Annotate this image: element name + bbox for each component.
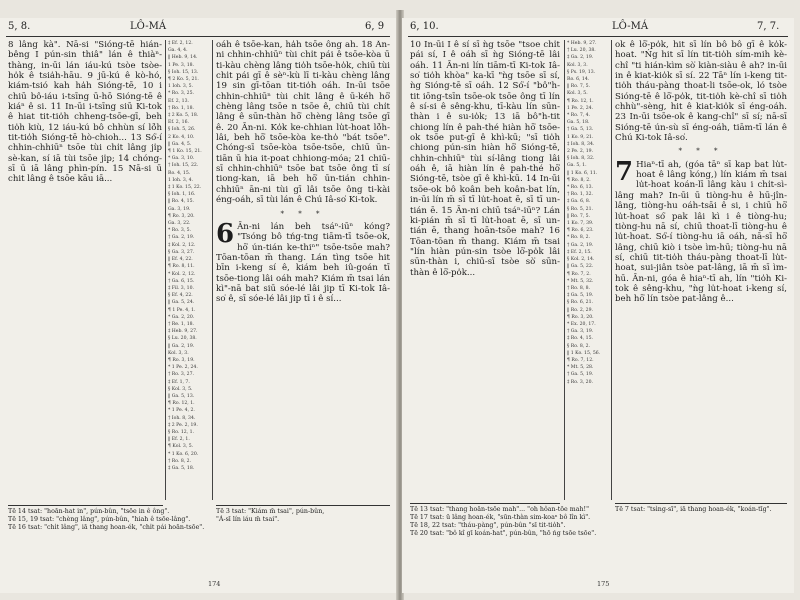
left-header-title: LÔ-MÁ xyxy=(130,21,167,32)
right-page-number: 175 xyxy=(597,580,610,588)
chapter-number: 6 xyxy=(216,218,235,249)
chapter-number: 7 xyxy=(615,156,634,187)
footnote: Tē 16 tsat: "chi̍t lâng", iā thang hoan-ék, "chi̍t pái hoān-tsōe". xyxy=(8,524,205,531)
left-page-number: 174 xyxy=(208,580,221,588)
right-column-1 xyxy=(410,40,560,500)
left-column-1 xyxy=(8,40,162,500)
left-footnotes-2 xyxy=(216,505,390,524)
footnote: Tē 20 tsat: "bô kî gī koán-hat", pún-bûn, "hō ńg tsōe tsōe". xyxy=(410,530,597,537)
right-footnotes-1 xyxy=(410,503,597,538)
left-page-header xyxy=(0,21,398,35)
left-cross-references: ‡ Ef. 2, 12. Ga. 4, 4. ‖ Heb. 9, 14. 1 Pe. 3, 18. § Ioh. 15, 13. ¶ 2 Ko. 5, 21. 1 Ioh. 3, 5. * Ro. 3, 25. Ef. 2, 13. † Ro. 1, 18. ‡ 2 Ko. 5, 18. Ef. 2, 16. § Ioh. 5, 26. 2 Ko. 4, 10. ‖ Ga. 4, 5. ¶ 1 Ko. 15, 21. * Ga. 3, 10. † Ioh. 15, 22. Ro. 4, 15. 1 Ioh. 3, 4. ‡ 1 Ko. 15, 22. § Ioh. 1, 16. ‖ Ro. 4, 15. Ga. 3, 19. ¶ Ro. 3, 20. Ga. 3, 22. * Ro. 3, 5. † Ga. 2, 19. ‡ Kol. 2, 12. § Ga. 3, 27. ‖ Ef. 4, 22. ¶ Ro. 8, 11. * Kol. 2, 12. † Ga. 6, 15. ‡ Fil. 3, 10. § Ef. 4, 22. ‖ Ga. 5, 24. ¶ 1 Pe. 4, 1. * Ga. 2, 20. † Re. 1, 18. ‡ Heb. 9, 27. § Lu. 20, 38. ‖ Ga. 2, 19. Kol. 3, 3. ¶ Ro. 3, 19. * 1 Pe. 2, 24. † Ro. 3, 27. ‡ Ef. 1, 7. § Kol. 3, 5. ‖ Ga. 5, 13. ¶ Ro. 12, 1. * 1 Pe. 4, 2. † Ioh. 8, 34. ‡ 2 Pe. 2, 19. § Ro. 12, 1. ‖ Ef. 2, 1. ¶ Kol. 3, 5. * 1 Ko. 6, 20. † Ro. 8, 2. ‡ Ga. 5, 18. xyxy=(165,40,213,500)
right-footnotes-2 xyxy=(615,503,787,514)
left-column-2 xyxy=(216,40,390,500)
chapter-text: Ān-ni lán beh tsáⁿ-iūⁿ kóng? "Tsóng bô tńg-tng tiām-tī tsōe-ok, hō͘ ún-tián ke-thiⁿ" tsōe-tsōe mah? Tōan-tōan m̄ thang. Lán tìng tsōe hit bīn i-keng sí ê, kiám beh iû-goán tī tsōe-tiong lâi oáh mah? Kiám m̄ tsai lán kì"-nā bat siū sóe-lé lâi jip tī Ki-tok Iâ-so͘ ê, sī sóe-lé lâi jip tī i ê sí... xyxy=(216,221,390,305)
left-column-2-text: oáh ê tsōe-kan, ha̍h tsōe ông ah. 18 Ān-ni chhin-chhiūⁿ tùi chi̍t pái ê tsōe-kòa ū ti-kàu chèng lâng tio̍h tsōe-ho̍k, chiū tùi chi̍t pái gī ê sèⁿ-kù lī ti-kàu chèng lâng 19 sin gī-tōan tit-tio̍h oáh. In-ūi tsōe chhin-chhiūⁿ tùi chi̍t lâng ê ū-kéh hō͘ chèng lâng tsōe n tsōe ê, chiū tùi chi̍t lâng ê sūn-thàn hō͘ chèng lâng tsōe gī ê. 20 Ān-ni. Ko̍k ke-chhian lu̍t-hoat lō̍h-lâi, beh hō͘ tsōe-kòa ke-tho̍ "bát tsōe". Chóng-sī tsōe-kòa tsōe-tsōe, chiū ūn-tiān ū hia it-poat chhiong-móa; 21 chiū-sī chhin-chhiūⁿ tsōe bat tsōe ông tī sí tiong-kan, iā beh hō͘ ūn-tián chhin-chhiūⁿ ān-ni tùi gī lâi tsōe ông ti-kài éng-oáh, sī tùi lán ê Chú Iâ-so͘ Ki-tok. xyxy=(216,40,390,206)
footnote: Tē 18, 22 tsat: "tháu-pàng", pún-bûn "sī tit-tio̍h". xyxy=(410,522,566,529)
left-footnotes-1 xyxy=(8,505,205,532)
right-header-chapter-verse-right: 7, 7. xyxy=(757,21,780,32)
left-header-rule xyxy=(6,36,390,37)
footnote: Tē 7 tsat: "tsìng-sī", iā thang hoan-ék, "koán-tīg". xyxy=(615,506,772,513)
footnote: Tē 14 tsat: "hoān-hat in", pún-bûn, "tsōe in ê ông". xyxy=(8,508,170,515)
right-header-title: LÔ-MÁ xyxy=(612,21,649,32)
left-page xyxy=(0,18,398,593)
right-column-2 xyxy=(615,40,787,500)
right-cross-references: * Heb. 9, 27. † Lu. 20, 38. ‡ Ga. 2, 19. Kol. 3, 3. § Ps. 19, 13. Ro. 6, 14. ‖ Ro. 7, 5. Kol. 3, 5. ¶ Ro. 12, 1. 1 Pe. 2, 24. * Ro. 7, 4. Ga. 5, 18. † Ga. 5, 13. 1 Ko. 9, 21. ‡ Ioh. 8, 34. 2 Pe. 2, 19. § Ioh. 8, 32. Ga. 5, 1. ‖ 1 Ko. 6, 11. ¶ Ro. 8, 2. * Ro. 6, 13. † Ro. 1, 32. ‡ Ga. 6, 8. § Ro. 5, 21. ‖ Ro. 7, 5. 1 Ko. 7, 39. ¶ Ro. 6, 23. * Ro. 8, 2. † Ga. 2, 19. ‡ Ef. 2, 15. § Kol. 2, 14. ‖ Ga. 5, 22. ¶ Ro. 7, 2. * Mt. 5, 32. † Ro. 8, 8. ‡ Ga. 5, 19. § Ro. 6, 21. ‖ Ro. 2, 29. ¶ Ro. 3, 20. * Ex. 20, 17. † Ga. 3, 19. ‡ Ro. 4, 15. § Ro. 8, 2. ‖ 1 Ko. 15, 56. ¶ Ro. 7, 12. * Mt. 5, 28. † Ga. 5, 19. ‡ Ro. 3, 20. xyxy=(564,40,612,500)
right-header-chapter-verse: 6, 10. xyxy=(410,21,439,32)
left-column-1-text: 8 lâng kà". Nā-si "Sióng-tē hián-bêng I pún-sin thiâ" lán ê thiàⁿ-thàng, in-ūi lán iáu-kú tsòe tsòe-ho̍k ê tsia̍h-hāu. 9 jū-kú ê kò-hó, kiám-tsió kah ha̍h Sióng-tē, 10 i chiū bô-iáu i-tsīng ū-hō Sióng-tē ê kiáⁿ ê si. 11 In-ūi i-tsīng siū Ki-tok ê hiat tit-tio̍h chheng-tsōe-gī, beh tio̍h kiù, 12 iáu-kú bô chhùn sí lō̍h tit-tio̍h Sióng-tē hò-chioh... 13 Só͘-í chhin-chhiūⁿ tsōe tùi chi̍t lâng ji̍p sè-kan, sí iā tùi tsōe ji̍p; 14 chóng-sī ū iā lâng phìn-pín. 15 Nā-si ū chit lâng ê tsōe kāu iā... xyxy=(8,40,162,185)
section-divider: * * * xyxy=(280,209,326,218)
chapter-text: Hiaⁿ-tī ah, (góa tāⁿ sī kap bat lu̍t-hoat ê lâng kóng,) lín kiám m̄ tsai lu̍t-hoat koán-lī lâng kàu i chi̍t-sì-lâng mah? In-ūi ū tiòng-hu ê hū-jîn-lâng, tiòng-hu oáh-tsāi ê si, i chiū hō͘ lu̍t-hoat só͘ pak lâi kì i ê tiòng-hu; tiòng-hu nā sí, chiū thoat-lī tiòng-hu ê lu̍t-hoat. Só͘-í tiòng-hu iā oáh, nā-sī hō͘ lâng, chiū kiò i tsòe ìm-hū; tiòng-hu nā sí, chiū tit-tio̍h tháu-pàng thoat-lī lu̍t-hoat, sui-jiân tsòe pat-lâng, iā m̄ sī ìm-hū. Ān-ni, góa ê hiaⁿ-tī ah, lín "tio̍h Ki-tok ê sêng-khu, "ǹg lu̍t-hoat i-keng sí, beh hō͘ lín tsòe pat-lâng ê... xyxy=(615,159,787,305)
footnote: Tē 17 tsat: ū lâng hoan-ék, "sūn-thàn sim-koaⁿ bô lîn kì". xyxy=(410,514,591,521)
right-column-1-text: 10 In-ūi I ê sí sī ǹg tsōe "tsoe chi̍t pái sí, I ê oáh sī ǹg Sióng-tē lâi oáh. 11 Ān-ni lín tiām-tī Ki-tok Iâ-so͘ tio̍h khòa" ka-kī "ǹg tsōe sī sí, ǹg Sióng-tē sī oáh. 12 Só͘-í "bô"h-tit iōng-tsīn tsōe-ok tsōe ông tī lín ê sí-si ê sêng-khu, tī-kàu lín sūn-thàn i ê su-io̍k; 13 iā bô"h-tit chiong lín ê pah-thé hiàn hō͘ tsōe-ok tsōe put-gī ê khì-kū; "sī tio̍h chiong pún-sin hiàn hō͘ Sióng-tē, chhin-chhiūⁿ tùi sí-lâng tiong lâi oáh ê, iā hiàn lín ê pah-thé hō͘ Sióng-tē, tsòe gī ê khì-kū. 14 In-ūi tsōe-ok bô koân beh koân-bat lín, in-ūi lín m̄ sī tī lu̍t-hoat ē, sī tī un-tián ē. 15 Ān-ni chiū tsáⁿ-iūⁿ? Lán ki-pián m̄ sī tī lu̍t-hoat ē, sī un-tián ē, thang hoān-tsōe mah? 16 Tōan-tōan m̄ thang. Kiám m̄ tsai "lín hiàn pún-sin tsòe lō͘-po̍k lâi sūn-thàn i, chiū-sī tsòe sò͘ sūn-thàn ê lō͘-po̍k... xyxy=(410,40,560,278)
section-divider: * * * xyxy=(678,147,724,156)
right-header-rule xyxy=(408,36,788,37)
right-page xyxy=(402,18,794,593)
footnote: "Á-sī lín iáu m̄ tsai". xyxy=(216,516,280,523)
left-header-chapter-verse-right: 6, 9 xyxy=(365,21,385,32)
footnote: Tē 3 tsat: "Kiám m̄ tsai", pún-bûn, xyxy=(216,508,325,515)
footnote: Tē 13 tsat: "thang hoān-tsōe mah"... "oh hôan-tōe mah!" xyxy=(410,506,589,513)
left-header-chapter-verse: 5, 8. xyxy=(8,21,31,32)
right-column-2-text: ok ê lō͘-po̍k, hit sī lín bô bô gī ê ko̍k-hoat. "Ńg hit sī lín tit-tio̍h sím-mih kè-chî "ti hián-kìm sò͘ kiàn-siàu ê ah? in-ūi in ê kiat-kio̍k sī sí. 22 Tāⁿ lín i-keng tit-tio̍h tháu-pàng thoat-li tsōe-ok, ló tsòe Sióng-tē ê lō͘-po̍k, tit-tio̍h kè-chî sī tio̍h chhù"-sèng, hit ê kiat-kio̍k sī éng-oáh. 23 In-ūi tsōe-ok ê kang-chî" sī sí; nā-sī Sióng-tē ún-sù sī éng-oáh, tiām-tī lán ê Chú Ki-tok Iâ-so͘. xyxy=(615,40,787,144)
footnote: Tē 15, 19 tsat: "chèng lâng", pún-bûn, "hiah ê tsōe-lâng". xyxy=(8,516,191,523)
right-page-header xyxy=(402,21,794,35)
